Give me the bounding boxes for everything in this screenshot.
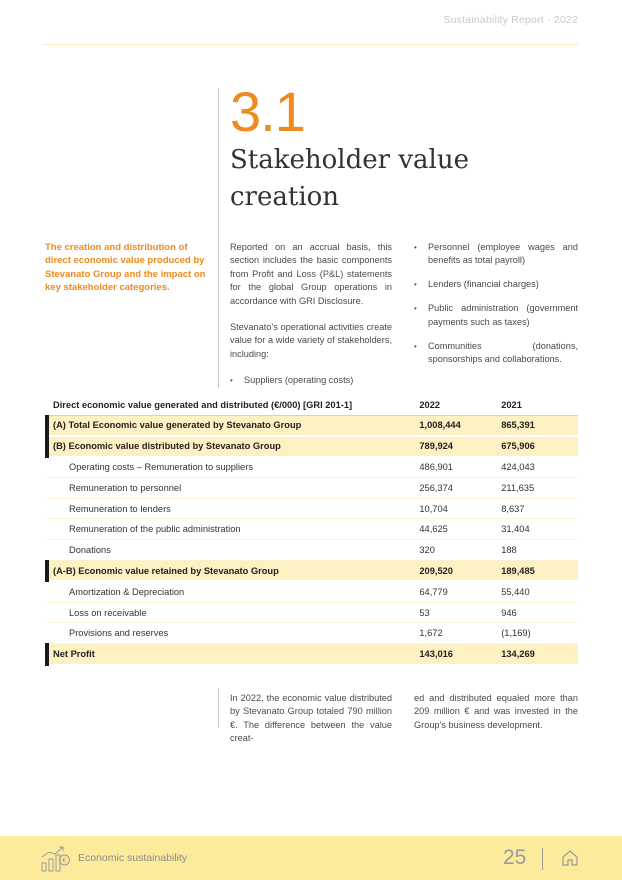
section-number: 3.1 [230, 80, 305, 143]
value-2022: 1,672 [413, 623, 495, 644]
body-column-2 [414, 241, 578, 377]
row-label: (B) Economic value distributed by Stevanato Group [47, 436, 413, 457]
value-2021: 865,391 [495, 415, 578, 436]
row-label: Donations [47, 540, 413, 561]
row-label: Provisions and reserves [47, 623, 413, 644]
value-2021: (1,169) [495, 623, 578, 644]
closing-paragraph-col1: In 2022, the economic value distributed by Stevanato Group totaled 790 million €. The difference between the value creat- [230, 693, 392, 744]
value-2022: 44,625 [413, 519, 495, 540]
stakeholder-list-part-2 [414, 241, 578, 366]
svg-text:€: € [62, 856, 67, 865]
table-row-net-profit [47, 644, 578, 665]
value-2021: 31,404 [495, 519, 578, 540]
value-2021: 946 [495, 602, 578, 623]
table-header-2022: 2022 [413, 395, 495, 415]
page-number: 25 [503, 846, 527, 869]
table-row [47, 540, 578, 561]
table-row [47, 602, 578, 623]
growth-chart-icon [40, 843, 72, 873]
value-2021: 211,635 [495, 477, 578, 498]
value-2021: 55,440 [495, 581, 578, 602]
footer-divider [542, 848, 543, 870]
row-label: Remuneration to lenders [47, 498, 413, 519]
table-row [47, 623, 578, 644]
table-row [47, 477, 578, 498]
row-label: (A-B) Economic value retained by Stevanato Group [47, 561, 413, 582]
table-header-2021: 2021 [495, 395, 578, 415]
table-header-label: Direct economic value generated and distributed (€/000) [GRI 201-1] [47, 395, 413, 415]
column-divider-bottom [218, 688, 219, 728]
value-2021: 189,485 [495, 561, 578, 582]
value-2022: 10,704 [413, 498, 495, 519]
table-row-distributed [47, 436, 578, 457]
body-column-1 [230, 241, 392, 398]
header-divider [44, 44, 578, 45]
list-item: • Suppliers (operating costs) [230, 374, 392, 387]
row-label: Amortization & Depreciation [47, 581, 413, 602]
row-label: (A) Total Economic value generated by Stevanato Group [47, 415, 413, 436]
row-label: Loss on receivable [47, 602, 413, 623]
row-label: Operating costs – Remuneration to suppliers [47, 457, 413, 478]
value-2022: 789,924 [413, 436, 495, 457]
value-2022: 320 [413, 540, 495, 561]
table-row [47, 498, 578, 519]
table-row [47, 457, 578, 478]
stakeholder-list-part-1 [230, 374, 392, 387]
value-2022: 209,520 [413, 561, 495, 582]
row-label: Net Profit [47, 644, 413, 665]
table-row [47, 581, 578, 602]
list-item: • Lenders (financial charges) [414, 278, 578, 291]
value-2022: 1,008,444 [413, 415, 495, 436]
row-label: Remuneration to personnel [47, 477, 413, 498]
value-2022: 143,016 [413, 644, 495, 665]
section-title: Stakeholder value creation [230, 145, 469, 212]
value-2021: 134,269 [495, 644, 578, 665]
value-2021: 675,906 [495, 436, 578, 457]
value-2022: 486,901 [413, 457, 495, 478]
list-item: • Personnel (employee wages and benefits as total payroll) [414, 241, 578, 268]
value-2021: 424,043 [495, 457, 578, 478]
value-2021: 8,637 [495, 498, 578, 519]
economic-value-table [45, 395, 578, 666]
report-title: Sustainability Report - 2022 [443, 14, 578, 26]
body-paragraph-1: Reported on an accrual basis, this section includes the basic components from Profit and Loss (P&L) statements for the global Group operations in accordance with GRI Disclosure. [230, 242, 392, 306]
home-icon[interactable] [561, 849, 579, 867]
intro-highlight: The creation and distribution of direct economic value produced by Stevanato Group and the impact on key stakeholder categories. [45, 242, 206, 294]
footer-section-title: Economic sustainability [78, 852, 188, 864]
row-label: Remuneration of the public administration [47, 519, 413, 540]
table-row [47, 519, 578, 540]
value-2021: 188 [495, 540, 578, 561]
table-row-retained [47, 561, 578, 582]
body-paragraph-2: Stevanato’s operational activities create value for a wide variety of stakeholders, including: [230, 322, 392, 359]
table-row-total-generated [47, 415, 578, 436]
value-2022: 256,374 [413, 477, 495, 498]
value-2022: 64,779 [413, 581, 495, 602]
list-item: • Communities (donations, sponsorships and collaborations. [414, 340, 578, 367]
value-2022: 53 [413, 602, 495, 623]
closing-paragraph-col2: ed and distributed equaled more than 209 million € and was invested in the Group’s business development. [414, 693, 578, 730]
table-header-row [47, 395, 578, 415]
list-item: • Public administration (government payments such as taxes) [414, 302, 578, 329]
column-divider [218, 88, 219, 388]
